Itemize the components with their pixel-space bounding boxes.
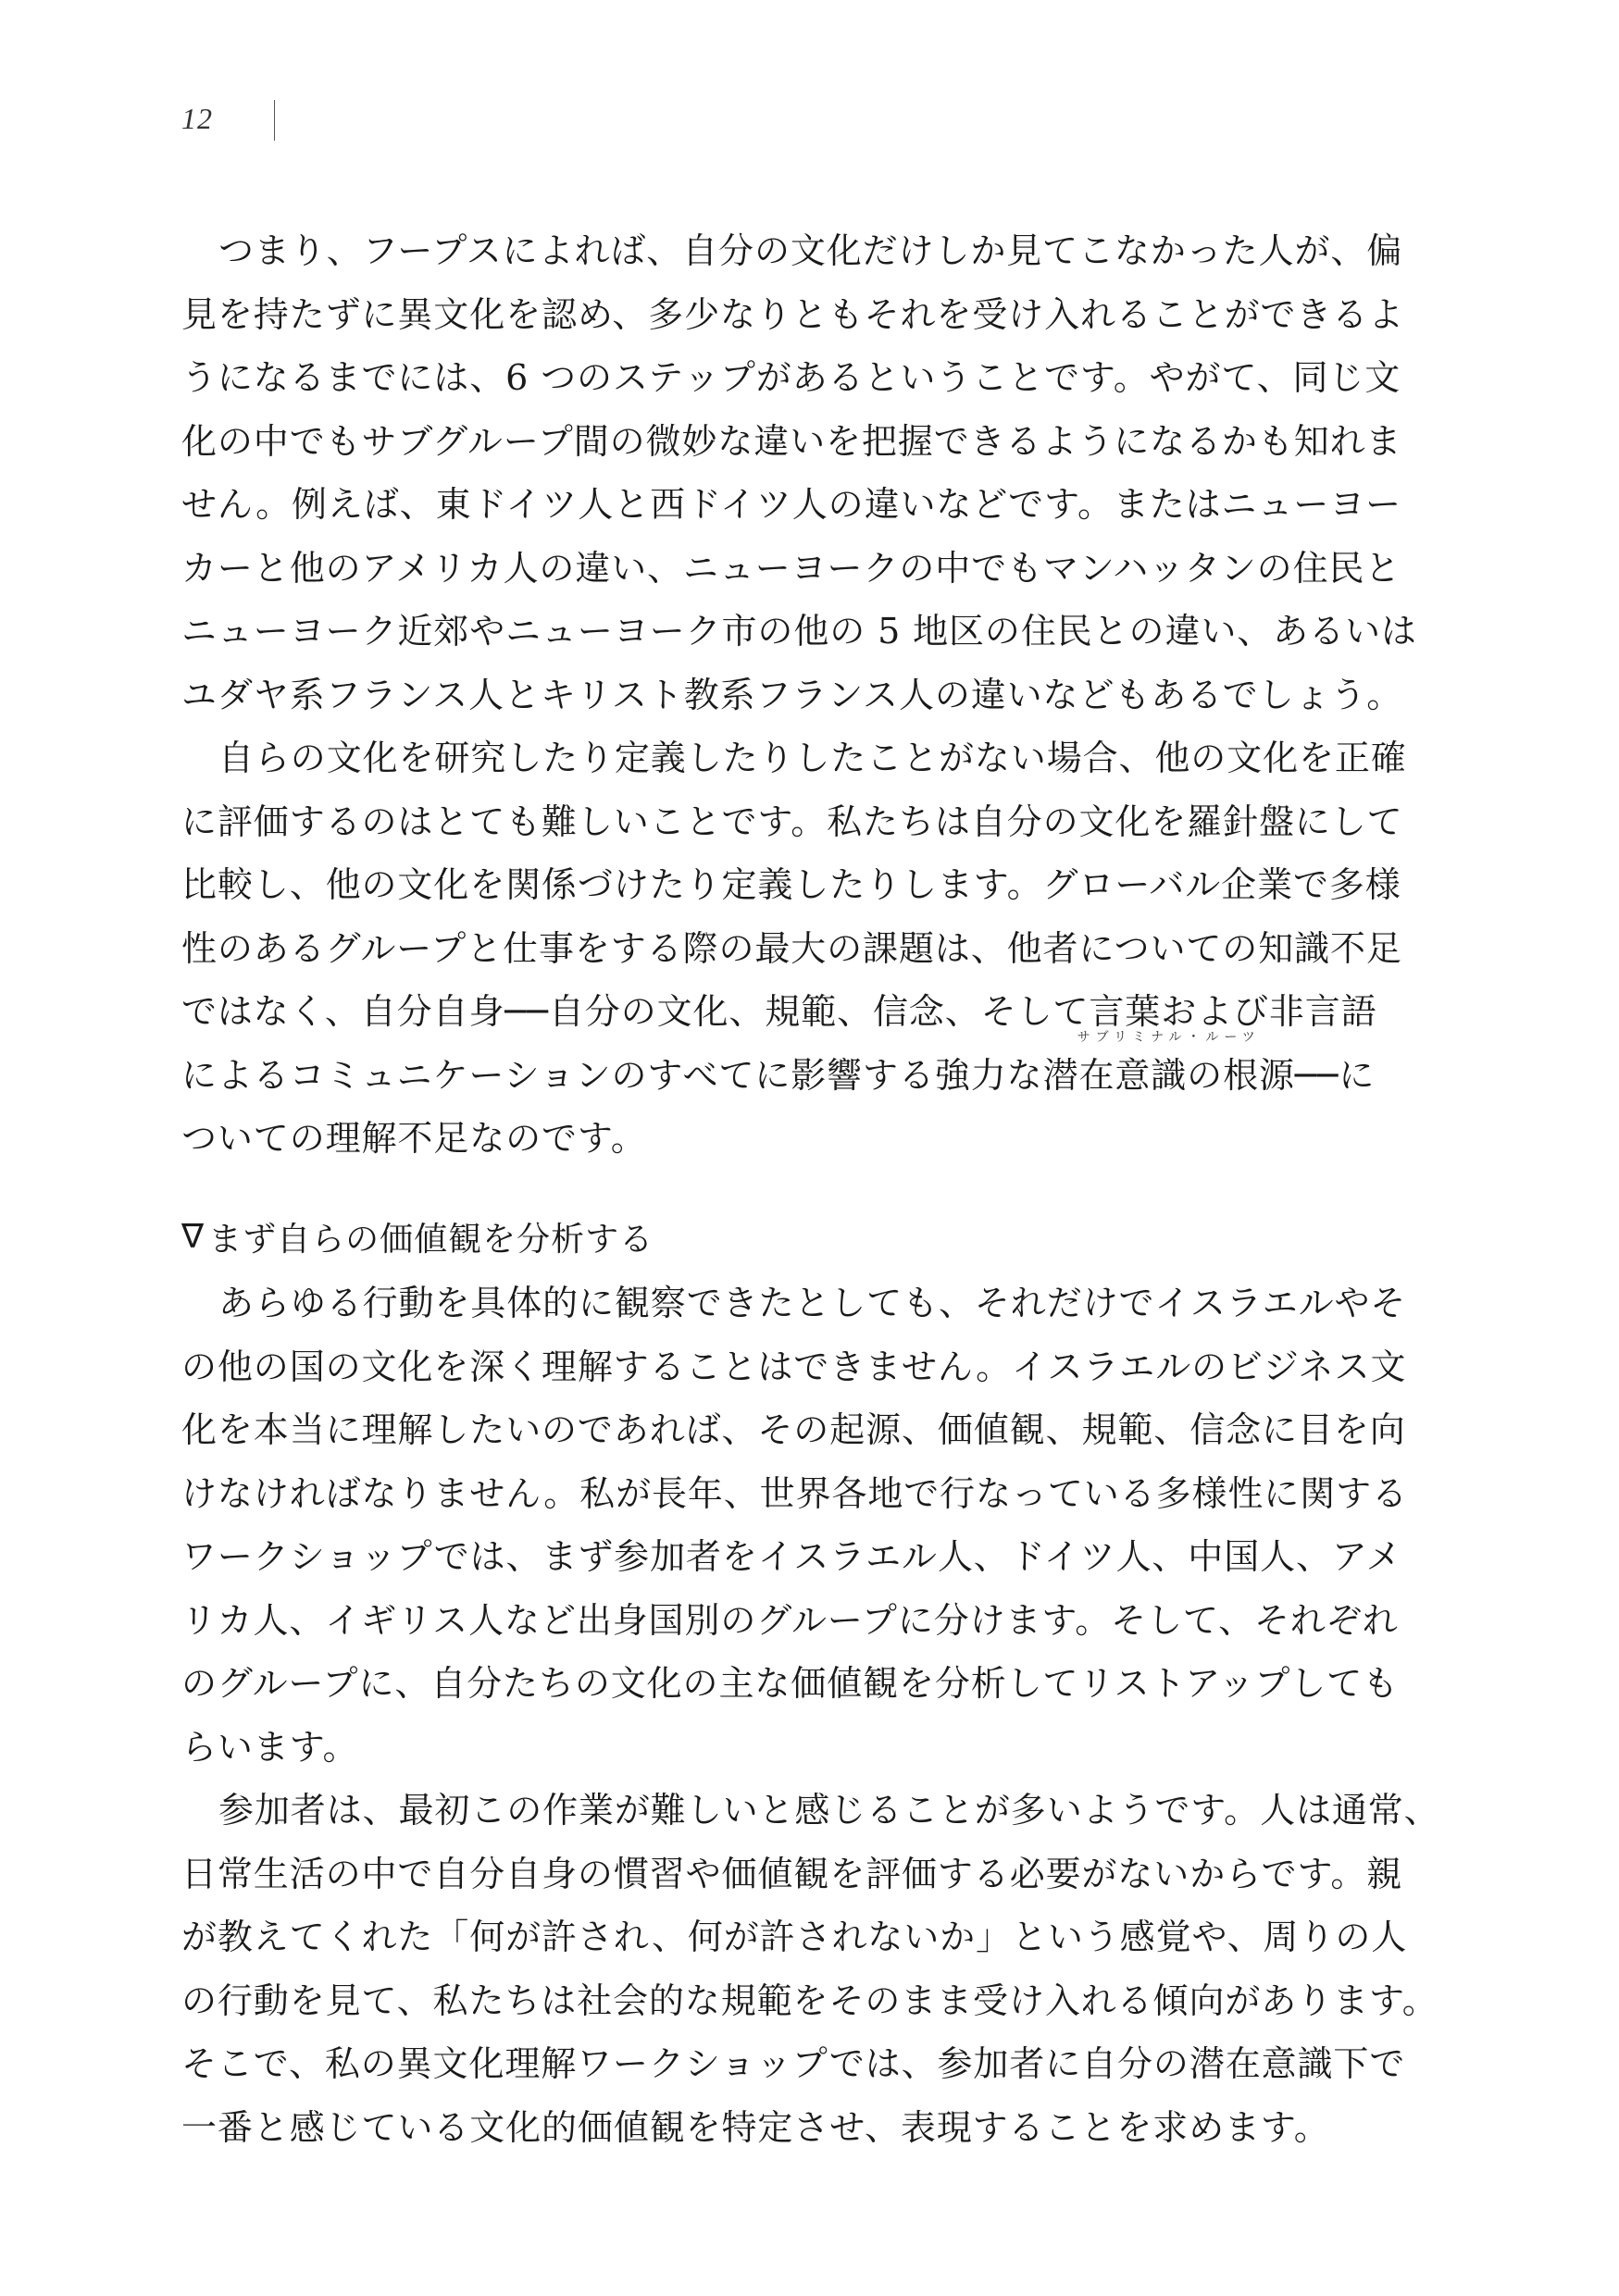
text-line: 一番と感じている文化的価値観を特定させ、表現することを求めます。 bbox=[181, 2106, 1330, 2148]
text-line: 参加者は、最初この作業が難しいと感じることが多いようです。人は通常、 bbox=[218, 1790, 1440, 1831]
triangle-marker-icon: ∇ bbox=[181, 1217, 205, 1256]
paragraph-4 bbox=[181, 1779, 1440, 2159]
text-line: の他の国の文化を深く理解することはできません。イスラエルのビジネス文 bbox=[181, 1346, 1407, 1387]
text-line: リカ人、イギリス人など出身国別のグループに分けます。そして、それぞれ bbox=[181, 1599, 1399, 1641]
text-line: ついての理解不足なのです。 bbox=[181, 1118, 647, 1159]
header-divider bbox=[274, 100, 275, 141]
text-line: の行動を見て、私たちは社会的な規範をそのまま受け入れる傾向があります。 bbox=[181, 1980, 1438, 2021]
text-line: せん。例えば、東ドイツ人と西ドイツ人の違いなどです。またはニューヨー bbox=[181, 484, 1402, 525]
text-line: 化を本当に理解したいのであれば、その起源、価値観、規範、信念に目を向 bbox=[181, 1409, 1406, 1450]
page-header bbox=[181, 100, 213, 137]
paragraph-2 bbox=[181, 726, 1440, 1171]
text-line: あらゆる行動を具体的に観察できたとしても、それだけでイスラエルやそ bbox=[218, 1283, 1407, 1323]
section-heading bbox=[181, 1210, 654, 1262]
text-line-with-ruby: によるコミュニケーションのすべてに影響する強力な サブリミナル・ルーツ 潜在意識の根源──に bbox=[181, 1044, 1440, 1108]
text-line: つまり、フープスによれば、自分の文化だけしか見てこなかった人が、偏 bbox=[218, 230, 1403, 271]
text-line: カーと他のアメリカ人の違い、ニューヨークの中でもマンハッタンの住民と bbox=[181, 547, 1401, 589]
text-line: うになるまでには、6 つのステップがあるということです。やがて、同じ文 bbox=[181, 357, 1401, 398]
text-line: に評価するのはとても難しいことです。私たちは自分の文化を羅針盤にして bbox=[181, 800, 1403, 842]
section-heading-text: まず自らの価値観を分析する bbox=[208, 1220, 654, 1259]
paragraph-3 bbox=[181, 1272, 1440, 1779]
text-line: らいます。 bbox=[181, 1726, 359, 1768]
page-number: 12 bbox=[181, 101, 213, 135]
text-line: けなければなりません。私が長年、世界各地で行なっている多様性に関する bbox=[181, 1472, 1408, 1514]
text-line: ワークショップでは、まず参加者をイスラエル人、ドイツ人、中国人、アメ bbox=[181, 1536, 1402, 1577]
text-line: 自らの文化を研究したり定義したりしたことがない場合、他の文化を正確 bbox=[218, 738, 1407, 778]
ruby-reading: サブリミナル・ルーツ bbox=[1077, 1029, 1261, 1045]
text-line: が教えてくれた「何が許され、何が許されないか」という感覚や、周りの人 bbox=[181, 1917, 1408, 1957]
text-line: ではなく、自分自身──自分の文化、規範、信念、そして言葉および非言語 bbox=[181, 991, 1377, 1032]
text-line: ユダヤ系フランス人とキリスト教系フランス人の違いなどもあるでしょう。 bbox=[181, 674, 1403, 715]
text-line: 性のあるグループと仕事をする際の最大の課題は、他者についての知識不足 bbox=[181, 927, 1402, 969]
text-line: 日常生活の中で自分自身の慣習や価値観を評価する必要がないからです。親 bbox=[181, 1853, 1403, 1894]
text-line: ニューヨーク近郊やニューヨーク市の他の 5 地区の住民との違い、あるいは bbox=[181, 611, 1417, 652]
text-line: 比較し、他の文化を関係づけたり定義したりします。グローバル企業で多様 bbox=[181, 864, 1401, 905]
ruby-annotated-term: サブリミナル・ルーツ 潜在意識の根源 bbox=[1042, 1029, 1295, 1096]
paragraph-1 bbox=[181, 219, 1440, 726]
text-line: 化の中でもサブグループ間の微妙な違いを把握できるようになるかも知れま bbox=[181, 420, 1402, 462]
text-line: そこで、私の異文化理解ワークショップでは、参加者に自分の潜在意識下で bbox=[181, 2043, 1406, 2084]
text-line: 見を持たずに異文化を認め、多少なりともそれを受け入れることができるよ bbox=[181, 293, 1405, 335]
text-line: のグループに、自分たちの文化の主な価値観を分析してリストアップしても bbox=[181, 1663, 1400, 1704]
